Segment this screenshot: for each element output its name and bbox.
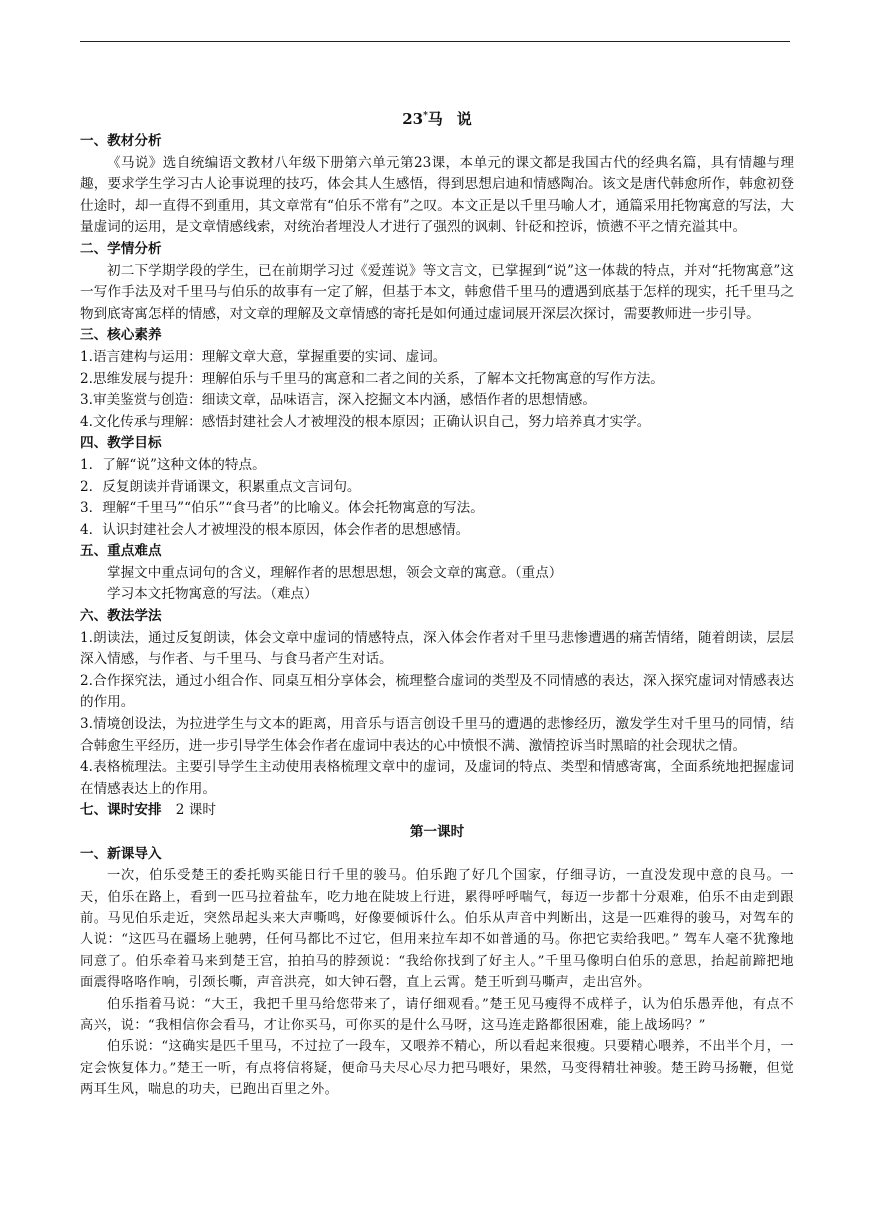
section-heading-7: 七、课时安排 2 课时 [80, 802, 216, 819]
document-body [80, 104, 794, 1101]
section-heading-5: 五、重点难点 [80, 543, 162, 560]
page-title: 23*马 说 [402, 110, 472, 128]
list-item: 掌握文中重点词句的含义，理解作者的思想思想，领会文章的寓意。（重点） [107, 564, 563, 581]
list-item: 1.朗读法，通过反复朗读，体会文章中虚词的情感特点，深入体会作者对千里马悲惨遭遇的痛苦情绪，随着朗读，层层深入情感，与作者、与千里马、与食马者产生对话。 [80, 629, 794, 668]
list-item: 2．反复朗读并背诵课文，积累重点文言词句。 [80, 478, 361, 495]
section-body-2: 初二下学期学段的学生，已在前期学习过《爱莲说》等文言文，已掌握到“说”这一体裁的特点，并对“托物寓意”这一写作手法及对千里马与伯乐的故事有一定了解，但基于本文，韩愈借千里马的遭遇到底基于怎样的现实，托千里马之物到底寄寓怎样的情感，对文章的理解及文章情感的寄托是如何通过虚词展开深层次探讨，需要教师进一步引导。 [80, 262, 794, 322]
list-item: 3．理解“千里马”“伯乐”“食马者”的比喻义。体会托物寓意的写法。 [80, 500, 484, 517]
lesson-section-heading: 一、新课导入 [80, 845, 162, 862]
header-rule [80, 41, 790, 42]
section-heading-1: 一、教材分析 [80, 133, 162, 149]
story-paragraph: 一次，伯乐受楚王的委托购买能日行千里的骏马。伯乐跑了好几个国家，仔细寻访，一直没发现中意的良马。一天，伯乐在路上，看到一匹马拉着盐车，吃力地在陡坡上行进，累得呼呼喘气，每迈一步都十分艰难，伯乐不由走到跟前。马见伯乐走近，突然昂起头来大声嘶鸣，好像要倾诉什么。伯乐从声音中判断出，这是一匹难得的骏马，对驾车的人说：“这匹马在疆场上驰骋，任何马都比不过它，但用来拉车却不如普通的马。你把它卖给我吧。” 驾车人毫不犹豫地同意了。伯乐牵着马来到楚王宫，拍拍马的脖颈说：“我给你找到了好主人。”千里马像明白伯乐的意思，抬起前蹄把地面震得咯咯作响，引颈长嘶，声音洪亮，如大钟石磬，直上云霄。楚王听到马嘶声，走出宫外。 [80, 868, 794, 991]
list-item: 学习本文托物寓意的写法。（难点） [107, 586, 318, 603]
story-paragraph: 伯乐说：“这确实是匹千里马，不过拉了一段车，又喂养不精心，所以看起来很瘦。只要精心喂养，不出半个月，一定会恢复体力。”楚王一听，有点将信将疑，便命马夫尽心尽力把马喂好，果然，马变得精壮神骏。楚王跨马扬鞭，但觉两耳生风，喘息的功夫，已跑出百里之外。 [80, 1039, 794, 1098]
list-item: 2.思维发展与提升：理解伯乐与千里马的寓意和二者之间的关系，了解本文托物寓意的写作方法。 [80, 370, 664, 387]
story-paragraph: 伯乐指着马说：“大王，我把千里马给您带来了，请仔细观看。”楚王见马瘦得不成样子，认为伯乐愚弄他，有点不高兴，说：“我相信你会看马，才让你买马，可你买的是什么马呀，这马连走路都很困难，能上战场吗？” [80, 996, 794, 1034]
section-body-1: 《马说》选自统编语文教材八年级下册第六单元第23课，本单元的课文都是我国古代的经典名篇，具有情趣与理趣，要求学生学习古人论事说理的技巧，体会其人生感悟，得到思想启迪和情感陶冶。该文是唐代韩愈所作，韩愈初登仕途时，却一直得不到重用，其文章常有“伯乐不常有”之叹。本文正是以千里马喻人才，通篇采用托物寓意的写法，大量虚词的运用，是文章情感线索，对统治者埋没人才进行了强烈的讽刺、针砭和控诉，愤懑不平之情充溢其中。 [80, 154, 794, 236]
list-item: 4.文化传承与理解：感悟封建社会人才被埋没的根本原因；正确认识自己，努力培养真才实学。 [80, 413, 651, 430]
list-item: 4．认识封建社会人才被埋没的根本原因，体会作者的思想感情。 [80, 521, 470, 538]
lesson-heading: 第一课时 [409, 824, 465, 840]
section-heading-3: 三、核心素养 [80, 327, 162, 344]
list-item: 4.表格梳理法。主要引导学生主动使用表格梳理文章中的虚词，及虚词的特点、类型和情感寄寓，全面系统地把握虚词在情感表达上的作用。 [80, 759, 794, 797]
list-item: 1．了解“说”这种文体的特点。 [80, 456, 266, 473]
section-heading-2: 二、学情分析 [80, 240, 162, 257]
section-heading-6: 六、教法学法 [80, 608, 162, 625]
list-item: 3.情境创设法，为拉进学生与文本的距离，用音乐与语言创设千里马的遭遇的悲惨经历，激发学生对千里马的同情，结合韩愈生平经历，进一步引导学生体会作者在虚词中表达的心中愤恨不满、激情控诉当时黑暗的社会现状之情。 [80, 716, 794, 754]
section-heading-4: 四、教学目标 [80, 435, 162, 452]
list-item: 2.合作探究法，通过小组合作、同桌互相分享体会，梳理整合虚词的类型及不同情感的表达，深入探究虚词对情感表达的作用。 [80, 672, 794, 711]
list-item: 3.审美鉴赏与创造：细读文章，品味语言，深入挖掘文本内涵，感悟作者的思想情感。 [80, 392, 596, 409]
list-item: 1.语言建构与运用：理解文章大意，掌握重要的实词、虚词。 [80, 348, 447, 365]
